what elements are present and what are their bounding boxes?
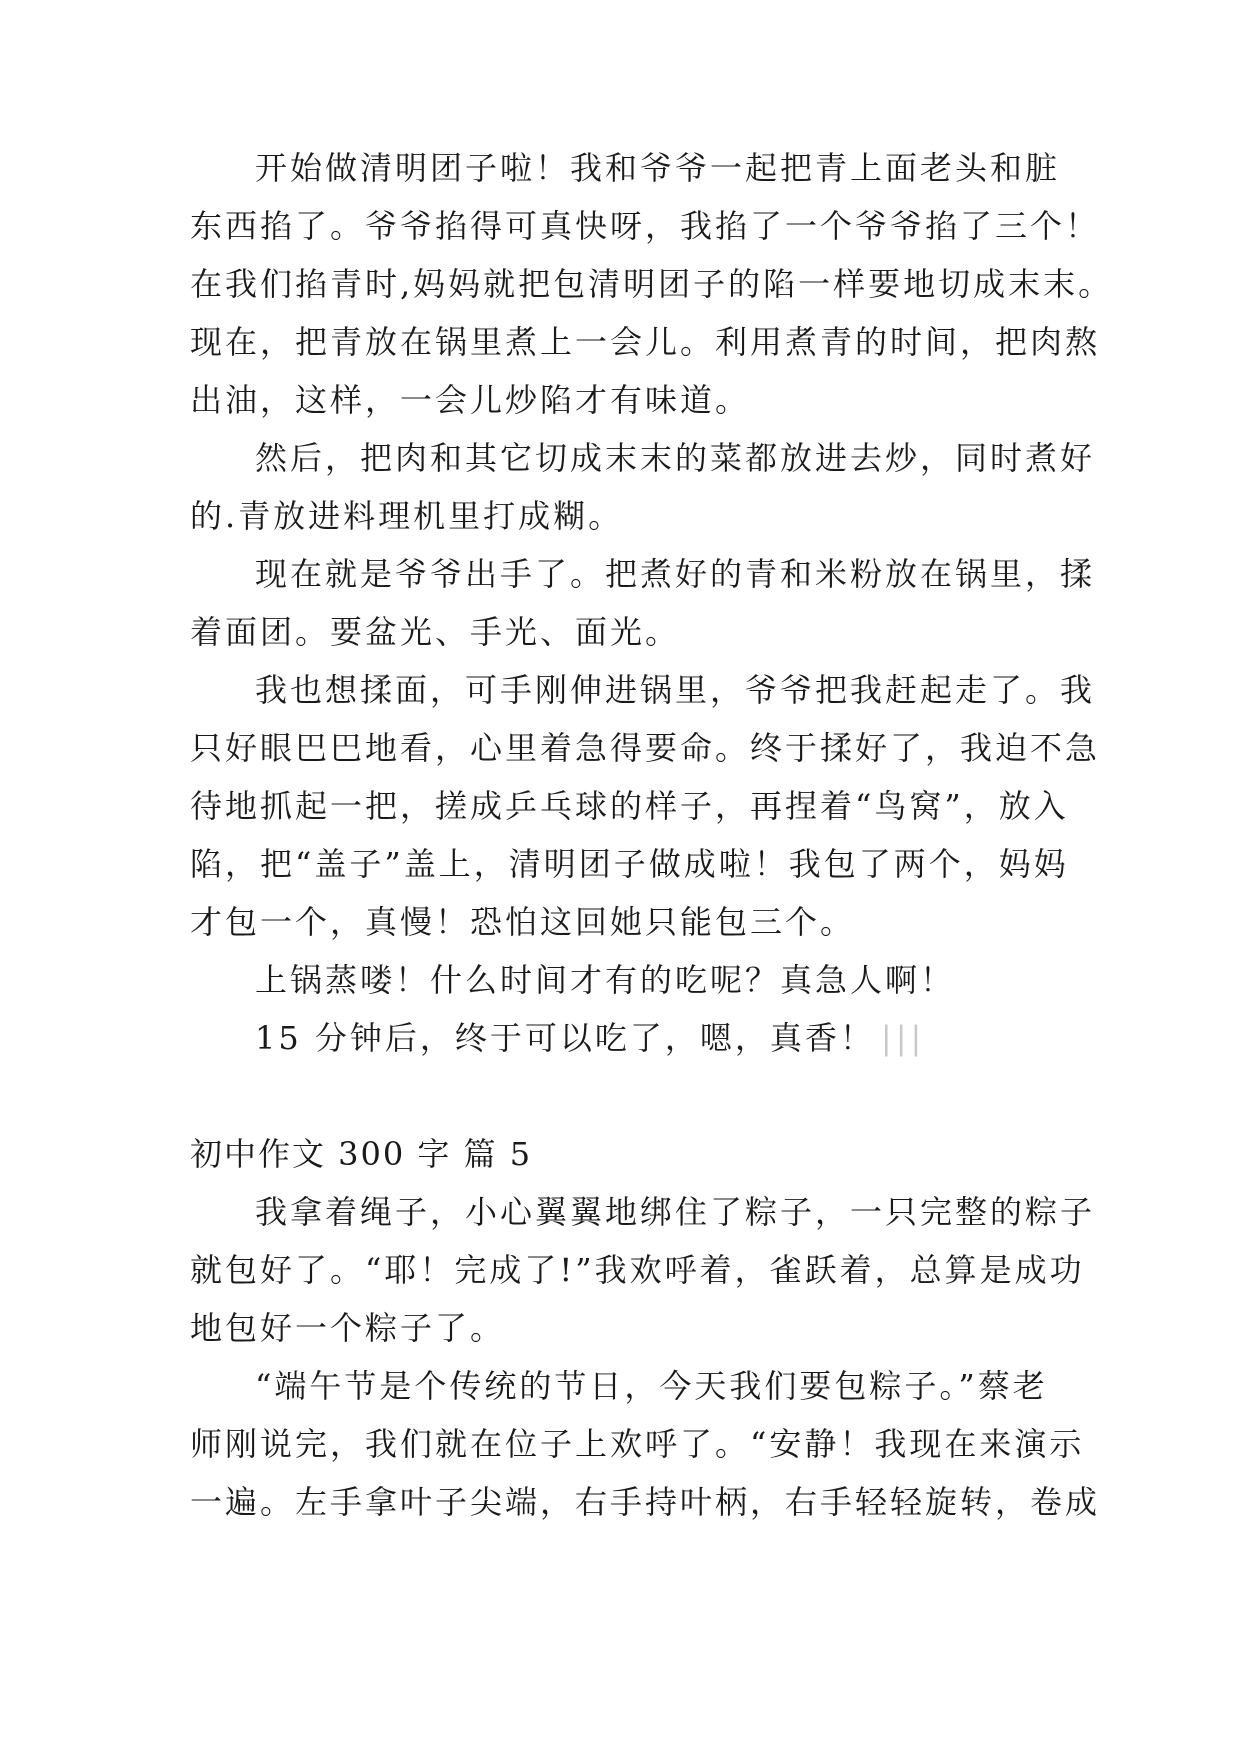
text-line: 待地抓起一把，搓成乒乓球的样子，再捏着“鸟窝”，放入 <box>190 787 1069 825</box>
text-line: 的.青放进料理机里打成糊。 <box>190 497 624 535</box>
text-line: 15 分钟后，终于可以吃了，嗯，真香！ <box>255 1019 875 1057</box>
text-line: 我也想揉面，可手刚伸进锅里，爷爷把我赶起走了。我 <box>255 671 1096 709</box>
text-line: 上锅蒸喽！什么时间才有的吃呢？真急人啊！ <box>255 961 956 999</box>
text-line: 然后，把肉和其它切成末末的菜都放进去炒，同时煮好 <box>255 439 1096 477</box>
text-line: 现在，把青放在锅里煮上一会儿。利用煮青的时间，把肉熬 <box>190 323 1101 361</box>
text-line: 现在就是爷爷出手了。把煮好的青和米粉放在锅里，揉 <box>255 555 1096 593</box>
text-line: 东西掐了。爷爷掐得可真快呀，我掐了一个爷爷掐了三个！ <box>190 207 1101 245</box>
trailing-marks: ||| <box>880 1019 926 1057</box>
text-line: 着面团。要盆光、手光、面光。 <box>190 613 681 651</box>
text-line: 就包好了。“耶！完成了!”我欢呼着，雀跃着，总算是成功 <box>190 1251 1085 1289</box>
text-line: 开始做清明团子啦！我和爷爷一起把青上面老头和脏 <box>255 149 1061 187</box>
text-line: 师刚说完，我们就在位子上欢呼了。“安静！我现在来演示 <box>190 1425 1085 1463</box>
section-heading: 初中作文 300 字 篇 5 <box>190 1135 533 1173</box>
text-line: 出油，这样，一会儿炒陷才有味道。 <box>190 381 751 419</box>
text-line: 一遍。左手拿叶子尖端，右手持叶柄，右手轻轻旋转，卷成 <box>190 1483 1101 1521</box>
text-line: “端午节是个传统的节日，今天我们要包粽子。”蔡老 <box>255 1367 1048 1405</box>
text-line: 在我们掐青时,妈妈就把包清明团子的陷一样要地切成末末。 <box>190 265 1114 303</box>
text-line: 才包一个，真慢！恐怕这回她只能包三个。 <box>190 903 856 941</box>
text-line: 陷，把“盖子”盖上，清明团子做成啦！我包了两个，妈妈 <box>190 845 1069 883</box>
text-line-with-marks <box>255 1018 925 1058</box>
text-line: 我拿着绳子，小心翼翼地绑住了粽子，一只完整的粽子 <box>255 1193 1096 1231</box>
text-line: 只好眼巴巴地看，心里着急得要命。终于揉好了，我迫不急 <box>190 729 1101 767</box>
text-line: 地包好一个粽子了。 <box>190 1309 506 1347</box>
